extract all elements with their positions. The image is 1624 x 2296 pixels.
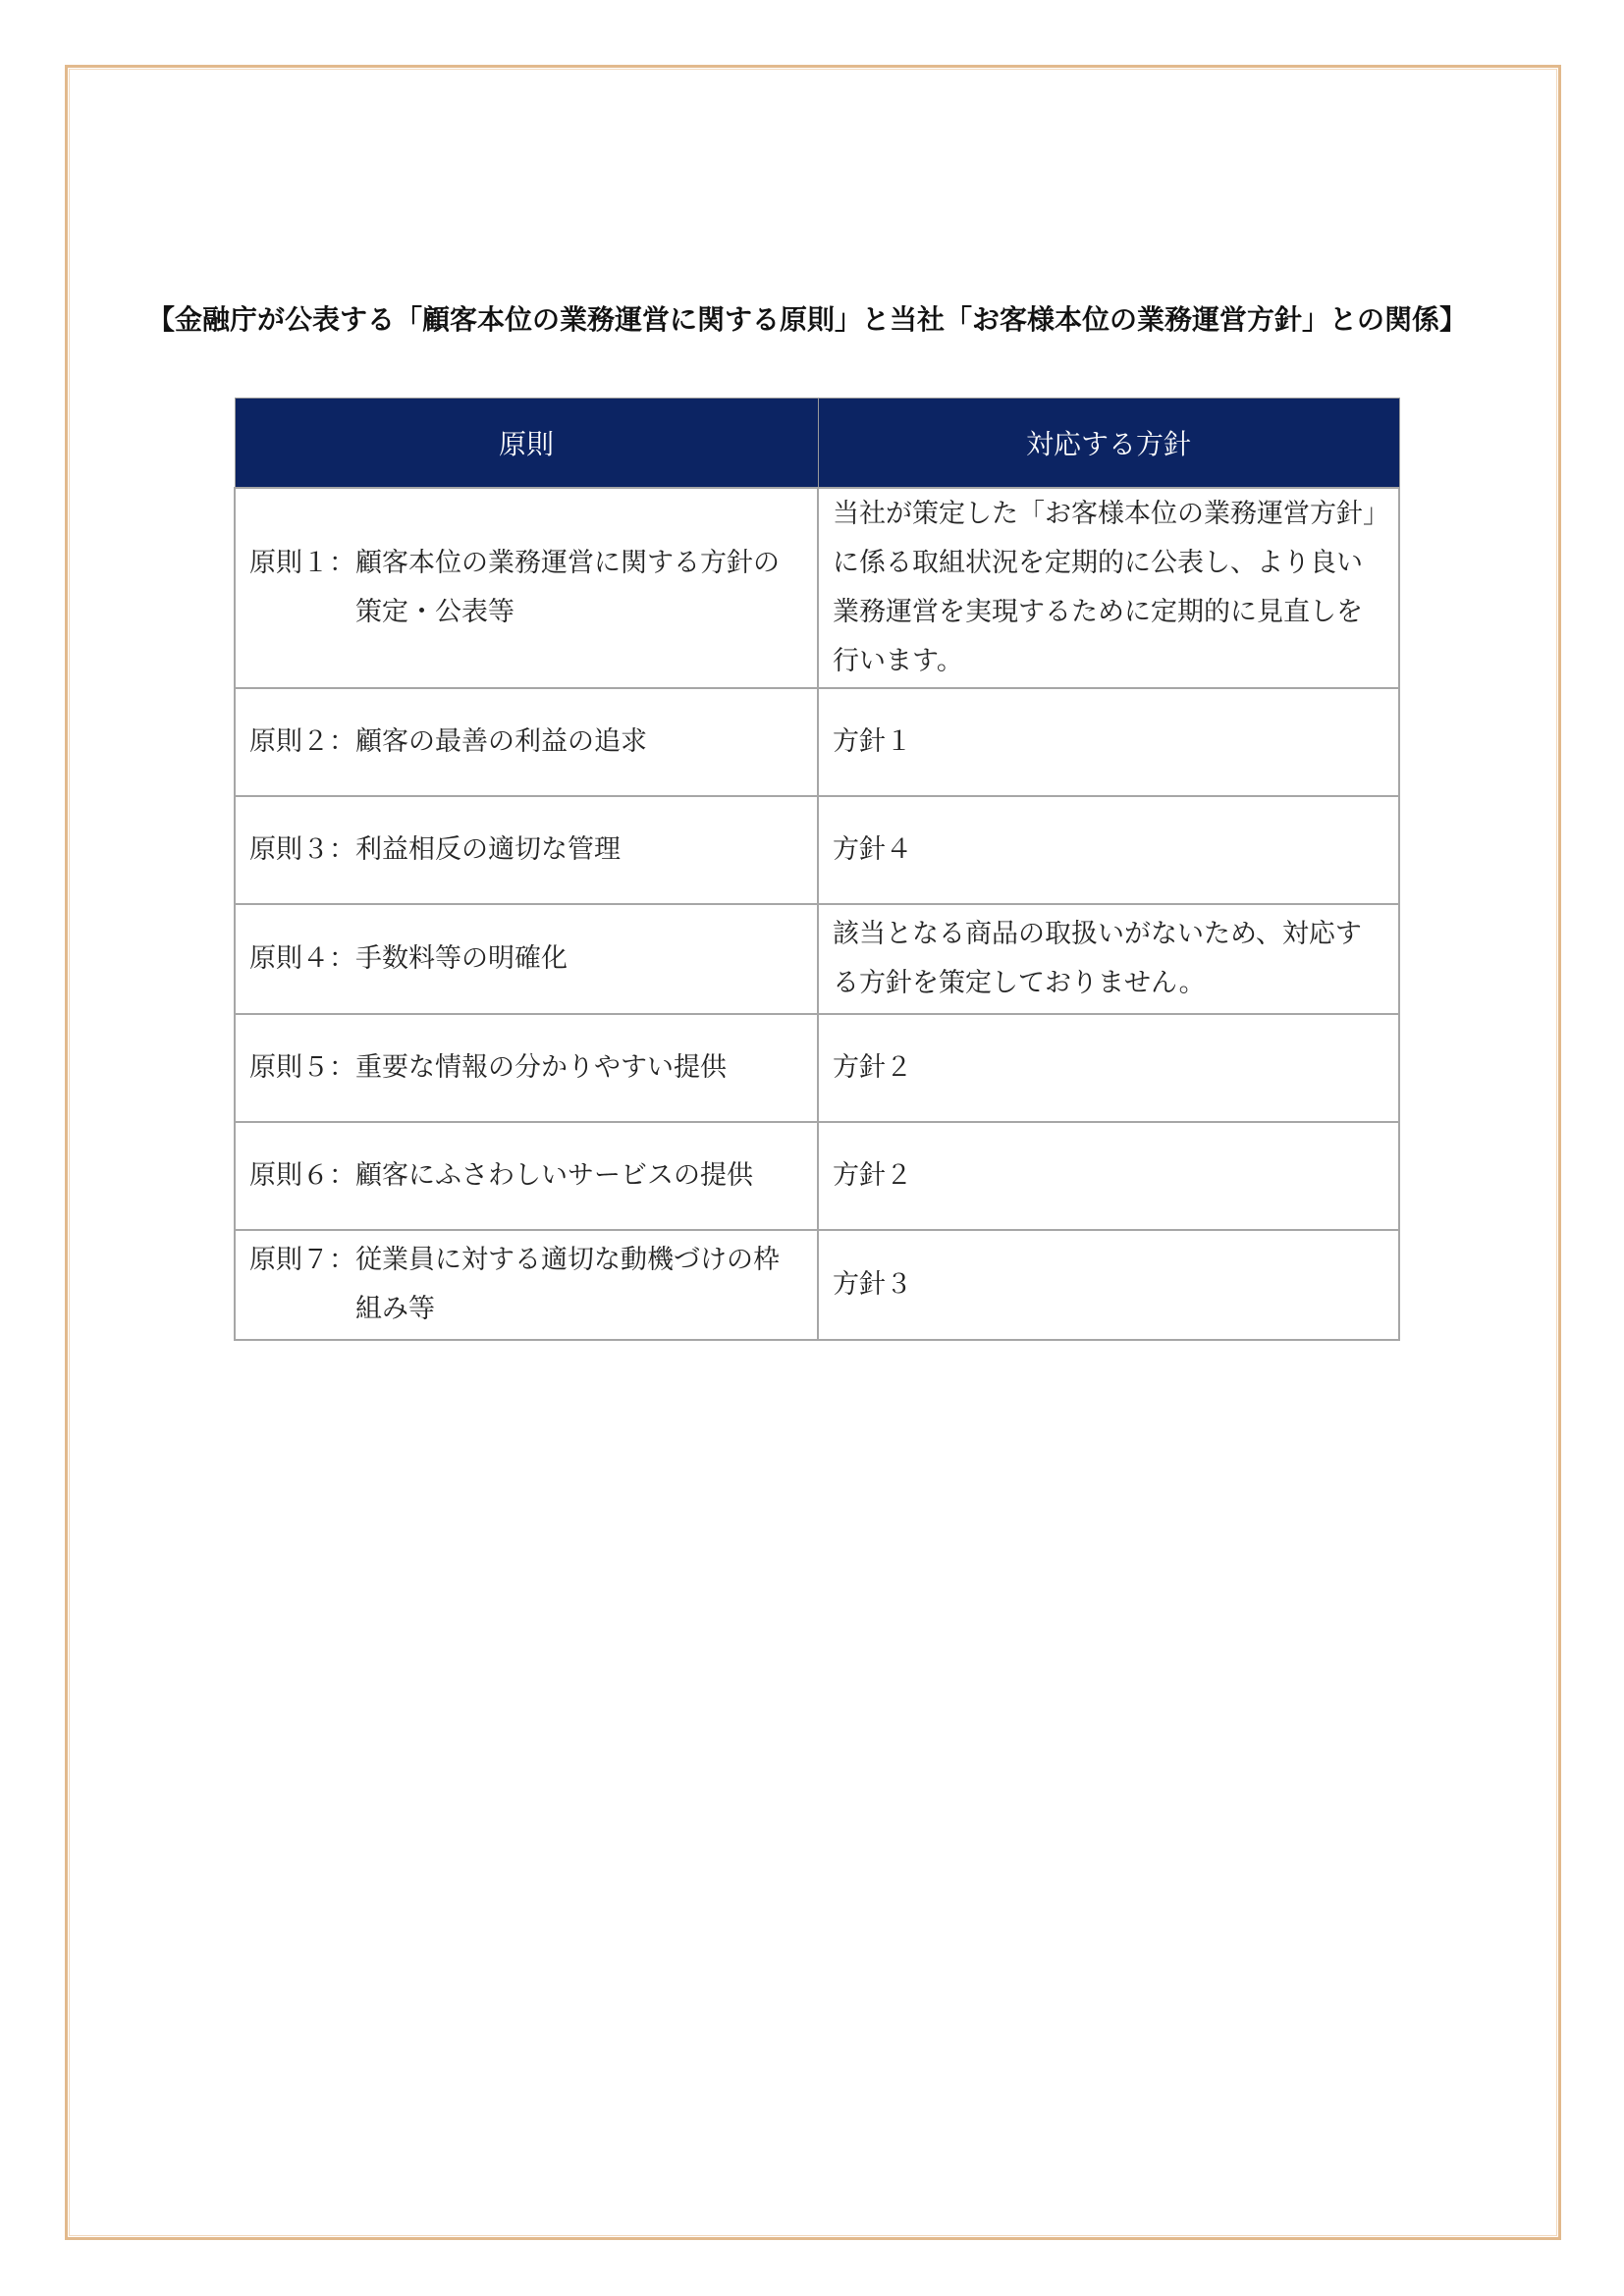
principle-text: 顧客にふさわしいサービスの提供 [355,1160,753,1191]
principle-text: 重要な情報の分かりやすい提供 [355,1052,727,1083]
principle-number: 原則１： [249,548,355,578]
principle-cell [235,1230,818,1340]
table-row [235,488,1399,688]
principle-text: 利益相反の適切な管理 [355,834,621,865]
principle-number: 原則２： [249,726,355,757]
principle-number: 原則５： [249,1052,355,1083]
table-row [235,1122,1399,1230]
principle-number: 原則７： [249,1245,355,1275]
principle-cell [235,488,818,688]
principle-number: 原則４： [249,943,355,974]
table-row [235,796,1399,904]
policy-cell: 当社が策定した「お客様本位の業務運営方針」に係る取組状況を定期的に公表し、より良い業務運営を実現するために定期的に見直しを行います。 [818,488,1399,688]
principle-cell [235,688,818,796]
policy-cell: 方針２ [818,1014,1399,1122]
principle-text: 顧客本位の業務運営に関する方針の策定・公表等 [355,548,780,627]
table-row [235,904,1399,1014]
principle-text: 従業員に対する適切な動機づけの枠組み等 [355,1245,780,1324]
header-principle: 原則 [235,399,818,489]
policy-cell: 方針２ [818,1122,1399,1230]
principle-cell [235,1014,818,1122]
policy-cell: 方針４ [818,796,1399,904]
table-row [235,1014,1399,1122]
policy-cell: 方針３ [818,1230,1399,1340]
policy-cell: 該当となる商品の取扱いがないため、対応する方針を策定しておりません。 [818,904,1399,1014]
principle-cell [235,1122,818,1230]
principles-policy-table [234,398,1400,1341]
policy-cell: 方針１ [818,688,1399,796]
principle-number: 原則３： [249,834,355,865]
document-title: 【金融庁が公表する「顧客本位の業務運営に関する原則」と当社「お客様本位の業務運営方針」との関係】 [147,303,1468,336]
table-header-row [235,399,1399,489]
table-row [235,688,1399,796]
table-row [235,1230,1399,1340]
principle-text: 手数料等の明確化 [355,943,568,974]
principle-text: 顧客の最善の利益の追求 [355,726,647,757]
header-policy: 対応する方針 [818,399,1399,489]
principle-cell [235,904,818,1014]
principle-number: 原則６： [249,1160,355,1191]
principle-cell [235,796,818,904]
